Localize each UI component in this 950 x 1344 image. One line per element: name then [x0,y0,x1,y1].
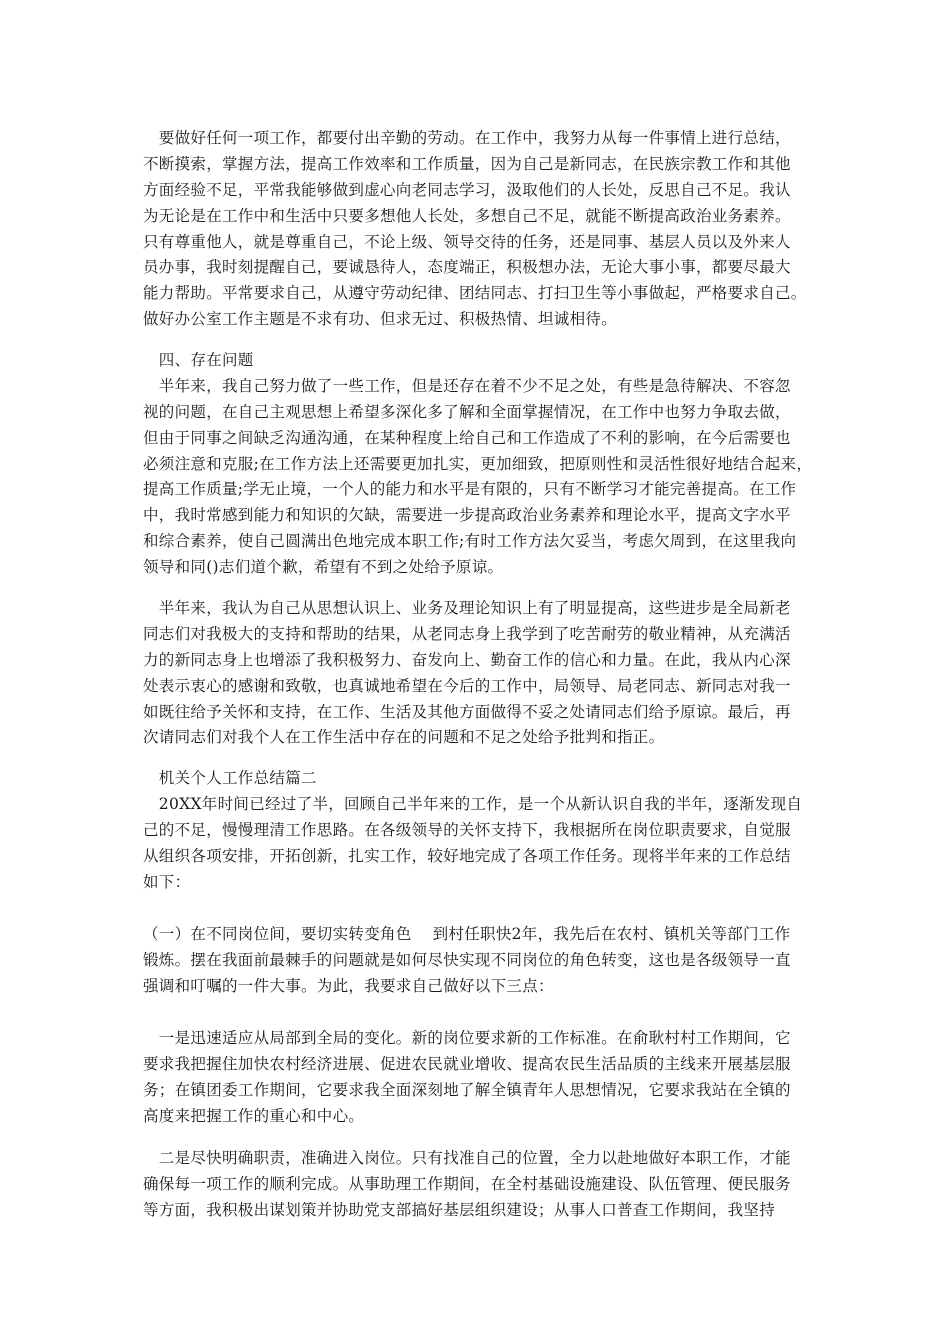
text-line: 确保每一项工作的顺利完成。从事助理工作期间，在全村基础设施建设、队伍管理、便民服务 [143,1174,791,1193]
text-line: 和综合素养，使自己圆满出色地完成本职工作;有时工作方法欠妥当，考虑欠周到，在这里我向 [143,532,797,551]
text-line: 要做好任何一项工作，都要付出辛勤的劳动。在工作中，我努力从每一件事情上进行总结， [143,129,791,147]
text-line: 做好办公室工作主题是不求有功、但求无过、积极热情、坦诚相待。 [143,310,618,329]
text-line: 能力帮助。平常要求自己，从遵守劳动纪律、团结同志、打扫卫生等小事做起，严格要求自己。 [143,284,807,303]
text-line: 20XX年时间已经过了半，回顾自己半年来的工作，是一个从新认识自我的半年，逐渐发现自 [143,794,803,813]
text-line: 二是尽快明确职责，准确进入岗位。只有找准自己的位置，全力以赴地做好本职工作，才能 [143,1149,791,1167]
text-line: 己的不足，慢慢理清工作思路。在各级领导的关怀支持下，我根据所在岗位职责要求，自觉服 [143,820,791,839]
paragraph-work-attitude [143,126,825,333]
text-line: 同志们对我极大的支持和帮助的结果，从老同志身上我学到了吃苦耐劳的敬业精神，从充满活 [143,624,791,643]
paragraph-role-transition [143,922,825,1000]
text-line: 处表示衷心的感谢和致敬，也真诚地希望在今后的工作中，局领导、局老同志、新同志对我一 [143,676,791,695]
paragraph-point-two [143,1146,825,1224]
text-line: 等方面，我积极出谋划策并协助党支部搞好基层组织建设；从事人口普查工作期间，我坚持 [143,1200,776,1219]
text-line: 为无论是在工作中和生活中只要多想他人长处，多想自己不足，就能不断提高政治业务素养。 [143,206,791,225]
text-line: 半年来，我认为自己从思想认识上、业务及理论知识上有了明显提高，这些进步是全局新老 [143,599,791,617]
text-line: 半年来，我自己努力做了一些工作，但是还存在着不少不足之处，有些是急待解决、不容忽 [143,376,791,395]
text-line: 高度来把握工作的重心和中心。 [143,1106,365,1125]
text-line: 员办事，我时刻提醒自己，要诚恳待人，态度端正，积极想办法，无论大事小事，都要尽最大 [143,258,791,277]
text-line: 方面经验不足，平常我能够做到虚心向老同志学习，汲取他们的人长处，反思自己不足。我认 [143,180,791,199]
text-line: 力的新同志身上也增添了我积极努力、奋发向上、勤奋工作的信心和力量。在此，我从内心深 [143,650,791,669]
text-line: 要求我把握住加快农村经济进展、促进农民就业增收、提高农民生活品质的主线来开展基层服 [143,1054,791,1073]
text-line: 务；在镇团委工作期间，它要求我全面深刻地了解全镇青年人思想情况，它要求我站在全镇的 [143,1080,791,1099]
section-existing-problems [143,348,825,581]
text-line: 中，我时常感到能力和知识的欠缺，需要进一步提高政治业务素养和理论水平，提高文字水平 [143,506,791,525]
text-line: 提高工作质量;学无止境，一个人的能力和水平是有限的，只有不断学习才能完善提高。在工作 [143,480,797,499]
paragraph-point-one [143,1026,825,1130]
text-line: 次请同志们对我个人在工作生活中存在的问题和不足之处给予批判和指正。 [143,728,665,747]
text-line: 视的问题，在自己主观思想上希望多深化多了解和全面掌握情况，在工作中也努力争取去做， [143,402,791,421]
text-line: 一是迅速适应从局部到全局的变化。新的岗位要求新的工作标准。在俞耿村村工作期间，它 [143,1029,791,1047]
text-line: 机关个人工作总结篇二 [143,769,317,787]
text-line: （一）在不同岗位间，要切实转变角色 到村任职快2年，我先后在农村、镇机关等部门工作 [143,925,791,943]
text-line: 不断摸索，掌握方法，提高工作效率和工作质量，因为自己是新同志，在民族宗教工作和其他 [143,154,791,173]
text-line: 如下： [143,872,191,891]
text-line: 只有尊重他人，就是尊重自己，不论上级、领导交待的任务，还是同事、基层人员以及外来人 [143,232,791,251]
text-line: 领导和同()志们道个歉，希望有不到之处给予原谅。 [143,558,504,577]
text-line: 四、存在问题 [143,351,254,369]
text-line: 强调和叮嘱的一件大事。为此，我要求自己做好以下三点： [143,976,554,995]
section-summary-part-two [143,766,825,895]
text-line: 如既往给予关怀和支持，在工作、生活及其他方面做得不妥之处请同志们给予原谅。最后，再 [143,702,791,721]
text-line: 但由于同事之间缺乏沟通沟通，在某种程度上给自己和工作造成了不利的影响，在今后需要也 [143,428,791,447]
text-line: 必须注意和克服;在工作方法上还需要更加扎实，更加细致，把原则性和灵活性很好地结合起来， [143,454,813,473]
paragraph-gratitude [143,596,825,751]
text-line: 从组织各项安排，开拓创新，扎实工作，较好地完成了各项工作任务。现将半年来的工作总结 [143,846,791,865]
text-line: 锻炼。摆在我面前最棘手的问题就是如何尽快实现不同岗位的角色转变，这也是各级领导一直 [143,950,791,969]
